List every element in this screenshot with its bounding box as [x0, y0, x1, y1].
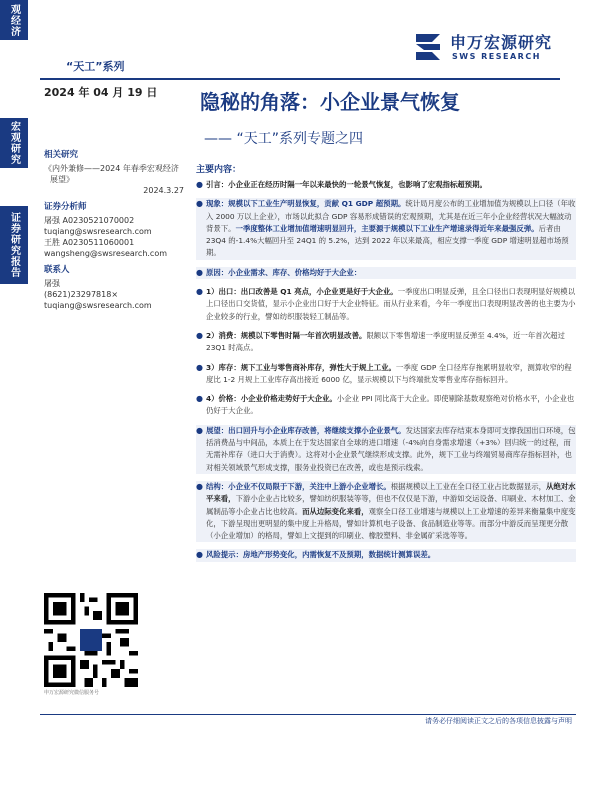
related-research-title-line1: 《内外兼修——2024 年春季宏观经济	[44, 164, 179, 173]
para-structure-text1: 根据规模以上工业在全口径工业占比数据显示，	[390, 481, 546, 491]
analysts	[44, 202, 184, 259]
bullet-icon: ●	[196, 287, 203, 297]
para-structure-strong1: 从绝对水平来看，	[206, 481, 576, 504]
bullet-icon: ●	[196, 267, 203, 277]
series-label: “天工”系列	[66, 60, 125, 73]
bullet-icon: ●	[196, 425, 203, 435]
logo-text-en: SWS RESEARCH	[452, 52, 541, 61]
analyst-2-email[interactable]: wangsheng@swsresearch.com	[44, 249, 168, 258]
para-price-strong: 4）价格：小企业价格走势好于大企业。	[206, 394, 337, 404]
para-inventory-strong: 3）库存：规下工业与零售商补库存，弹性大于规上工业。	[206, 362, 396, 372]
qr-caption: 申万宏源研究微信服务号	[44, 690, 100, 696]
footer-disclaimer[interactable]: 请务必仔细阅读正文之后的各项信息披露与声明	[425, 717, 572, 725]
para-phenomenon-lead: 现象：规模以下工业生产明显恢复，贡献 Q1 GDP 超预期。	[206, 199, 406, 209]
contact	[44, 265, 184, 311]
analyst-1-email[interactable]: tuqiang@swsresearch.com	[44, 227, 152, 236]
bullet-icon: ●	[196, 550, 203, 560]
para-inventory	[196, 362, 576, 387]
sidebar-tab-macro-research: 宏观研究	[0, 118, 28, 168]
para-phenomenon-text1: 统计局月度公布的工业增加值为规模以上口径（年收入 2000 万以上企业），市场以此拟合 GDP 容易形成错误的宏观预期，尤其是在近三年小企业经营状况大幅波动背景下。	[206, 199, 576, 233]
para-structure	[196, 481, 576, 542]
sidebar-tab-securities-report: 证券研究报告	[0, 206, 28, 284]
bullet-icon: ●	[196, 180, 203, 189]
related-research-date: 2024.3.27	[143, 186, 184, 195]
sidebar	[0, 0, 28, 800]
qr-code-icon	[44, 593, 138, 687]
para-export-text: 一季度出口明显反弹，且全口径出口表现明显好规模以上口径出口交货值，显示小企业出口好于大企业特征。而从行业来看，今年一季度出口表现明显改善的也主要为小企业较多的行业，譬如纺织服装轻工制品等。	[206, 287, 576, 321]
sidebar-tab-macro-economy: 观经济	[0, 0, 28, 40]
bullet-icon: ●	[196, 199, 203, 209]
header-divider	[40, 78, 560, 80]
para-phenomenon-text2: 后者由 23Q4 的-1.4%大幅回升至 24Q1 的 5.2%，达到 2022 年以来最高，相应支撑一季度 GDP 增速明显超市场预期。	[206, 223, 569, 258]
logo-text-cn: 申万宏源研究	[450, 33, 553, 52]
bullet-icon: ●	[196, 330, 203, 340]
related-research-title-line2: 展望》	[50, 175, 74, 184]
para-outlook-lead: 展望：出口回升与小企业库存改善，将继续支撑小企业景气。	[206, 425, 406, 435]
contact-name: 屠强	[44, 279, 60, 288]
report-subtitle: —— “天工”系列专题之四	[204, 131, 363, 147]
left-info-column	[44, 150, 184, 317]
para-export-strong: 1）出口：出口改善是 Q1 亮点，小企业更是好于大企业。	[206, 287, 398, 297]
bullet-icon: ●	[196, 362, 203, 372]
bullet-icon: ●	[196, 394, 203, 404]
report-date: 2024 年 04 月 19 日	[44, 86, 158, 99]
para-intro-lead: 引言：小企业正在经历时隔一年以来最快的一轮景气恢复，也影响了宏观指标超预期。	[206, 180, 487, 189]
related-research	[44, 150, 184, 196]
para-consumption	[196, 330, 576, 355]
main-content	[196, 162, 576, 569]
para-export	[196, 286, 576, 323]
para-risk-lead: 风险提示：房地产形势变化，内需恢复不及预期，数据统计测算误差。	[206, 550, 436, 560]
analyst-2-name: 王胜 A0230511060001	[44, 238, 135, 247]
brand-logo	[412, 28, 572, 68]
para-structure-text2: 下游小企业占比较多，譬如纺织服装等等，但也不仅仅是下游，中游如交运设备、印刷业、木材加工、金属制品等小企业占比也较高。	[206, 494, 576, 516]
para-structure-strong2: 而从边际变化来看，	[302, 506, 369, 516]
related-research-item[interactable]	[44, 163, 184, 174]
bullet-icon: ●	[196, 481, 203, 491]
contact-email[interactable]: tuqiang@swsresearch.com	[44, 301, 152, 310]
content-heading: 主要内容：	[196, 165, 242, 175]
logo-mark-icon	[412, 30, 444, 62]
para-structure-text3: 观察全口径工业增速与规模以上工业增速的差异来衡量集中度变化，下游呈现出更明显的集中度上升格局，譬如计算机电子设备、食品制造业等等。而部分中游反而呈现更分散（小企业增加）的格局，譬如上文提到的印刷业、橡胶塑料、非金属矿采选等等。	[206, 506, 576, 541]
para-structure-lead: 结构：小企业不仅局限于下游，关注中上游小企业增长。	[206, 481, 391, 491]
para-price	[196, 393, 576, 418]
para-consumption-strong: 2）消费：规模以下零售时隔一年首次明显改善。	[206, 330, 367, 340]
para-outlook-text: 发达国家去库存结束本身即可支撑我国出口环境，包括消费品与中间品，本质上在于发达国家自全球的进口增速（-4%向自身需求增速（+3%）回归统一的过程，而无需补库存（进口大于消费）。这将对小企业景气继续形成支撑。此外，规下工业与终端贸易商库存指标回补，也对相关领域景气形成支撑，服务业投资已在改善，或也是预示线索。	[206, 425, 576, 472]
para-reasons	[196, 267, 576, 279]
para-intro	[196, 179, 576, 191]
para-phenomenon-strong: 一季度整体工业增加值增速明显回升，主要源于规模以下工业生产增速录得近年来最强反弹。	[235, 223, 539, 233]
footer-divider	[40, 714, 576, 715]
related-research-heading: 相关研究	[44, 150, 79, 160]
para-phenomenon	[196, 198, 576, 259]
para-inventory-text: 一季度 GDP 全口径库存拖累明显收窄，测算收窄的程度比 1-2 月规上工业库存高出接近 6000 亿，显示规模以下与终端批发零售业库存指标回升。	[206, 362, 572, 384]
contact-heading: 联系人	[44, 265, 70, 275]
para-reasons-lead: 原因：小企业需求、库存、价格均好于大企业：	[206, 267, 362, 277]
contact-phone: (8621)23297818×	[44, 290, 119, 299]
para-risk	[196, 549, 576, 561]
analyst-heading: 证券分析师	[44, 202, 87, 212]
analyst-1-name: 屠强 A0230521070002	[44, 216, 135, 225]
report-title: 隐秘的角落：小企业景气恢复	[200, 90, 460, 114]
para-consumption-text: 限额以下零售增速一季度明显反弹至 4.4%，近一年首次超过 23Q1 时高点。	[206, 330, 565, 353]
para-outlook	[196, 425, 576, 474]
para-price-text: 小企业 PPI 同比高于大企业。即使剔除基数观察绝对价格水平，小企业也仍好于大企业。	[206, 394, 575, 416]
